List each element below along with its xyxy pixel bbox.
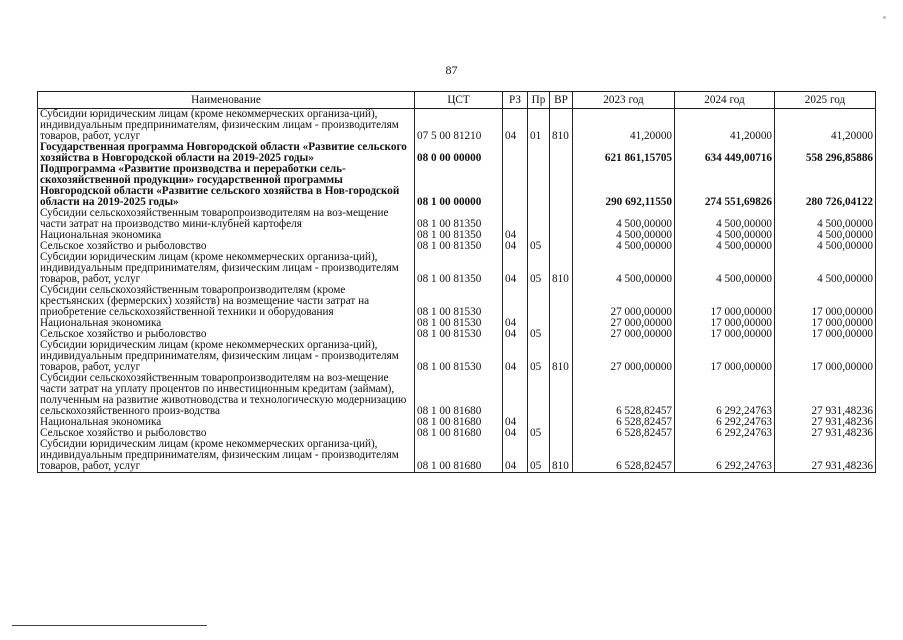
cell-y2024: 4 500,00000	[675, 241, 775, 252]
cell-y2023: 4 500,00000	[573, 208, 675, 230]
cell-y2023: 621 861,15705	[573, 142, 675, 164]
cell-y2025: 4 500,00000	[775, 208, 876, 230]
cell-vr	[550, 417, 573, 428]
cell-vr	[550, 142, 573, 164]
cell-pr: 05	[528, 428, 550, 439]
cell-pr	[528, 208, 550, 230]
table-row	[38, 142, 876, 164]
cell-vr	[550, 329, 573, 340]
cell-pr	[528, 373, 550, 417]
cell-pr: 05	[528, 252, 550, 285]
cell-y2023: 290 692,11550	[573, 164, 675, 208]
cell-rz	[503, 208, 528, 230]
cell-y2023: 27 000,00000	[573, 329, 675, 340]
header-vr: ВР	[550, 92, 573, 109]
cell-csr: 08 1 00 81350	[415, 230, 503, 241]
cell-csr: 08 1 00 81530	[415, 340, 503, 373]
cell-pr	[528, 142, 550, 164]
table-body	[38, 109, 876, 473]
cell-y2025: 4 500,00000	[775, 230, 876, 241]
cell-name: Государственная программа Новгородской области «Развитие сельского хозяйства в Новгородской области на 2019-2025 годы»	[38, 142, 415, 164]
cell-y2023: 6 528,82457	[573, 417, 675, 428]
cell-y2023: 4 500,00000	[573, 230, 675, 241]
header-rz: РЗ	[503, 92, 528, 109]
cell-y2024: 4 500,00000	[675, 252, 775, 285]
cell-y2024: 274 551,69826	[675, 164, 775, 208]
cell-y2025: 41,20000	[775, 109, 876, 143]
cell-vr: 810	[550, 252, 573, 285]
cell-vr	[550, 318, 573, 329]
cell-vr	[550, 241, 573, 252]
cell-y2025: 558 296,85886	[775, 142, 876, 164]
cell-name: Сельское хозяйство и рыболовство	[38, 428, 415, 439]
cell-name: Субсидии юридическим лицам (кроме некоммерческих организа-ций), индивидуальным предпринимателям, физическим лицам - производителям товаров, работ, услуг	[38, 439, 415, 473]
cell-y2023: 6 528,82457	[573, 439, 675, 473]
cell-y2025: 27 931,48236	[775, 428, 876, 439]
cell-rz	[503, 164, 528, 208]
cell-name: Субсидии юридическим лицам (кроме некоммерческих организа-ций), индивидуальным предпринимателям, физическим лицам - производителям товаров, работ, услуг	[38, 252, 415, 285]
cell-vr	[550, 285, 573, 318]
cell-rz	[503, 373, 528, 417]
cell-vr	[550, 428, 573, 439]
cell-rz: 04	[503, 428, 528, 439]
cell-y2025: 27 931,48236	[775, 417, 876, 428]
cell-name: Субсидии юридическим лицам (кроме некоммерческих организа-ций), индивидуальным предпринимателям, физическим лицам - производителям товаров, работ, услуг	[38, 109, 415, 143]
cell-pr: 05	[528, 439, 550, 473]
cell-csr: 08 1 00 81680	[415, 373, 503, 417]
cell-y2023: 27 000,00000	[573, 285, 675, 318]
header-csr: ЦСТ	[415, 92, 503, 109]
cell-csr: 08 1 00 81350	[415, 241, 503, 252]
cell-rz: 04	[503, 109, 528, 143]
cell-y2024: 17 000,00000	[675, 329, 775, 340]
cell-y2024: 634 449,00716	[675, 142, 775, 164]
table-row	[38, 285, 876, 318]
cell-csr: 08 1 00 00000	[415, 164, 503, 208]
footer-rule	[12, 625, 207, 626]
header-name: Наименование	[38, 92, 415, 109]
header-pr: Пр	[528, 92, 550, 109]
table-header	[38, 92, 876, 109]
cell-y2025: 17 000,00000	[775, 340, 876, 373]
table-row	[38, 252, 876, 285]
cell-name: Сельское хозяйство и рыболовство	[38, 329, 415, 340]
cell-y2025: 4 500,00000	[775, 241, 876, 252]
cell-csr: 08 1 00 81530	[415, 318, 503, 329]
cell-rz: 04	[503, 417, 528, 428]
cell-pr: 05	[528, 241, 550, 252]
cell-csr: 08 1 00 81530	[415, 329, 503, 340]
cell-y2025: 17 000,00000	[775, 285, 876, 318]
header-2024: 2024 год	[675, 92, 775, 109]
cell-rz	[503, 285, 528, 318]
cell-y2024: 6 292,24763	[675, 373, 775, 417]
cell-pr: 01	[528, 109, 550, 143]
cell-rz: 04	[503, 439, 528, 473]
cell-y2025: 4 500,00000	[775, 252, 876, 285]
cell-vr	[550, 208, 573, 230]
cell-y2023: 41,20000	[573, 109, 675, 143]
cell-name: Национальная экономика	[38, 417, 415, 428]
cell-csr: 08 1 00 81350	[415, 252, 503, 285]
table-row	[38, 439, 876, 473]
cell-vr: 810	[550, 109, 573, 143]
cell-rz: 04	[503, 318, 528, 329]
cell-vr	[550, 164, 573, 208]
cell-y2023: 27 000,00000	[573, 318, 675, 329]
cell-pr: 05	[528, 340, 550, 373]
cell-y2024: 17 000,00000	[675, 318, 775, 329]
cell-y2023: 6 528,82457	[573, 373, 675, 417]
cell-pr	[528, 285, 550, 318]
cell-csr: 08 1 00 81680	[415, 439, 503, 473]
cell-rz: 04	[503, 252, 528, 285]
table-row	[38, 373, 876, 417]
cell-rz: 04	[503, 340, 528, 373]
cell-y2024: 6 292,24763	[675, 428, 775, 439]
cell-y2024: 17 000,00000	[675, 285, 775, 318]
cell-y2025: 17 000,00000	[775, 329, 876, 340]
header-2023: 2023 год	[573, 92, 675, 109]
cell-pr: 05	[528, 329, 550, 340]
cell-csr: 07 5 00 81210	[415, 109, 503, 143]
cell-vr: 810	[550, 340, 573, 373]
header-2025: 2025 год	[775, 92, 876, 109]
cell-y2024: 4 500,00000	[675, 230, 775, 241]
cell-y2025: 27 931,48236	[775, 373, 876, 417]
cell-y2024: 6 292,24763	[675, 417, 775, 428]
cell-y2023: 6 528,82457	[573, 428, 675, 439]
cell-y2025: 280 726,04122	[775, 164, 876, 208]
cell-rz: 04	[503, 329, 528, 340]
cell-csr: 08 0 00 00000	[415, 142, 503, 164]
cell-csr: 08 1 00 81350	[415, 208, 503, 230]
cell-rz	[503, 142, 528, 164]
cell-y2025: 17 000,00000	[775, 318, 876, 329]
cell-rz: 04	[503, 230, 528, 241]
cell-csr: 08 1 00 81680	[415, 417, 503, 428]
table-row	[38, 208, 876, 230]
cell-y2024: 41,20000	[675, 109, 775, 143]
cell-name: Национальная экономика	[38, 230, 415, 241]
cell-name: Субсидии сельскохозяйственным товаропроизводителям (кроме крестьянских (фермерских) хозяйств) на возмещение части затрат на приобретение сельскохозяйственной техники и оборудования	[38, 285, 415, 318]
cell-y2023: 27 000,00000	[573, 340, 675, 373]
cell-name: Субсидии сельскохозяйственным товаропроизводителям на воз-мещение части затрат на производство мини-клубней картофеля	[38, 208, 415, 230]
cell-csr: 08 1 00 81680	[415, 428, 503, 439]
cell-y2025: 27 931,48236	[775, 439, 876, 473]
cell-y2024: 6 292,24763	[675, 439, 775, 473]
scan-dot	[883, 16, 886, 19]
cell-name: Сельское хозяйство и рыболовство	[38, 241, 415, 252]
cell-name: Национальная экономика	[38, 318, 415, 329]
table-row	[38, 164, 876, 208]
cell-y2024: 17 000,00000	[675, 340, 775, 373]
cell-rz: 04	[503, 241, 528, 252]
table-row	[38, 109, 876, 143]
table-row	[38, 340, 876, 373]
page-number: 87	[445, 63, 458, 77]
cell-y2023: 4 500,00000	[573, 252, 675, 285]
cell-name: Подпрограмма «Развитие производства и переработки сель-скохозяйственной продукции» государственной программы Новгородской области «Развитие сельского хозяйства в Нов-городской области на 2019-2025 годы»	[38, 164, 415, 208]
cell-name: Субсидии сельскохозяйственным товаропроизводителям на воз-мещение части затрат на уплату процентов по инвестиционным кредитам (займам), полученным на развитие животноводства и технологическую модернизацию сельскохозяйственного произ-водства	[38, 373, 415, 417]
cell-vr	[550, 230, 573, 241]
cell-pr	[528, 164, 550, 208]
cell-vr: 810	[550, 439, 573, 473]
cell-name: Субсидии юридическим лицам (кроме некоммерческих организа-ций), индивидуальным предпринимателям, физическим лицам - производителям товаров, работ, услуг	[38, 340, 415, 373]
cell-y2023: 4 500,00000	[573, 241, 675, 252]
cell-csr: 08 1 00 81530	[415, 285, 503, 318]
cell-y2024: 4 500,00000	[675, 208, 775, 230]
cell-vr	[550, 373, 573, 417]
budget-table	[37, 91, 876, 473]
